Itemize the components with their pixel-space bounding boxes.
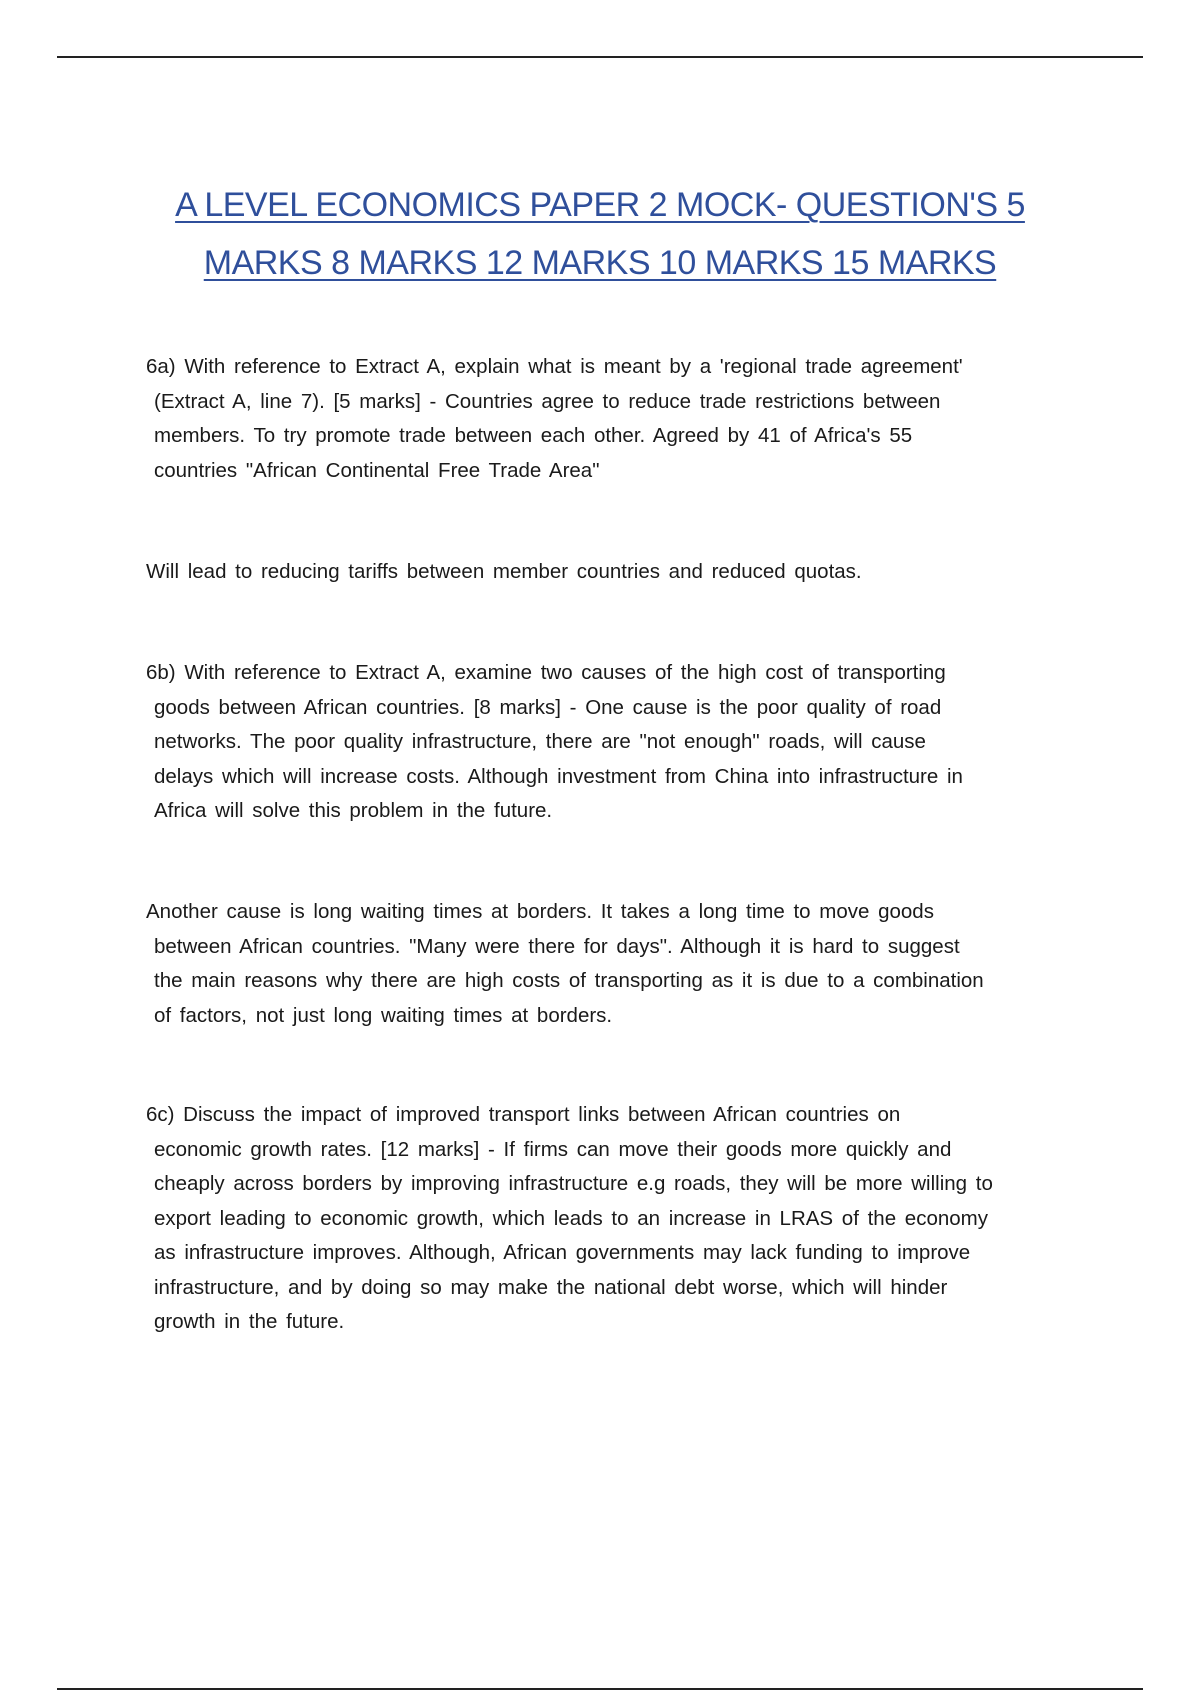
answer-6b-line-5: Africa will solve this problem in the future. [154,799,553,822]
answer-6c [146,1098,1086,1340]
answer-6a-line-2: (Extract A, line 7). [5 marks] - Countries agree to reduce trade restrictions between [154,389,941,413]
answer-6c-line-2: economic growth rates. [12 marks] - If firms can move their goods more quickly and [154,1137,952,1161]
answer-6c-line-5: as infrastructure improves. Although, African governments may lack funding to improve [154,1241,971,1264]
answer-6b-line-4: delays which will increase costs. Although investment from China into infrastructure in [154,764,963,788]
answer-6c-line-6: infrastructure, and by doing so may make the national debt worse, which will hinder [154,1275,948,1299]
answer-6c-line-4: export leading to economic growth, which leads to an increase in LRAS of the economy [154,1206,988,1230]
answer-6b-line-3: networks. The poor quality infrastructure, there are "not enough" roads, will cause [154,730,926,753]
answer-6b-second-cause-line-3: the main reasons why there are high costs of transporting as it is due to a combination [154,969,984,992]
answer-6c-line-3: cheaply across borders by improving infrastructure e.g roads, they will be more willing to [154,1172,993,1195]
answer-6b-second-cause-line-2: between African countries. "Many were there for days". Although it is hard to suggest [154,934,960,958]
answer-6a [146,350,1086,488]
bottom-divider [57,1688,1143,1690]
answer-6b-line-2: goods between African countries. [8 marks] - One cause is the poor quality of road [154,695,942,719]
answer-6a-line-1: 6a) With reference to Extract A, explain what is meant by a 'regional trade agreement' [146,355,963,378]
answer-6b-second-cause [146,895,1086,1033]
title-line-2: MARKS 8 MARKS 12 MARKS 10 MARKS 15 MARKS [203,244,997,282]
answer-6b [146,656,1086,829]
answer-6b-second-cause-line-4: of factors, not just long waiting times at borders. [154,1003,613,1027]
answer-6a-followup-line-1: Will lead to reducing tariffs between member countries and reduced quotas. [146,560,862,583]
answer-6b-second-cause-line-1: Another cause is long waiting times at borders. It takes a long time to move goods [146,900,934,923]
document-title [140,176,1060,292]
answer-6c-line-1: 6c) Discuss the impact of improved transport links between African countries on [146,1103,901,1126]
answer-6a-followup [146,555,1086,590]
answer-6b-line-1: 6b) With reference to Extract A, examine two causes of the high cost of transporting [146,661,946,684]
answer-6c-line-7: growth in the future. [154,1310,345,1333]
title-line-1: A LEVEL ECONOMICS PAPER 2 MOCK- QUESTION'S 5 [175,186,1025,224]
answer-6a-line-4: countries "African Continental Free Trade Area" [154,458,600,482]
answer-6a-line-3: members. To try promote trade between each other. Agreed by 41 of Africa's 55 [154,424,913,447]
top-divider [57,56,1143,58]
